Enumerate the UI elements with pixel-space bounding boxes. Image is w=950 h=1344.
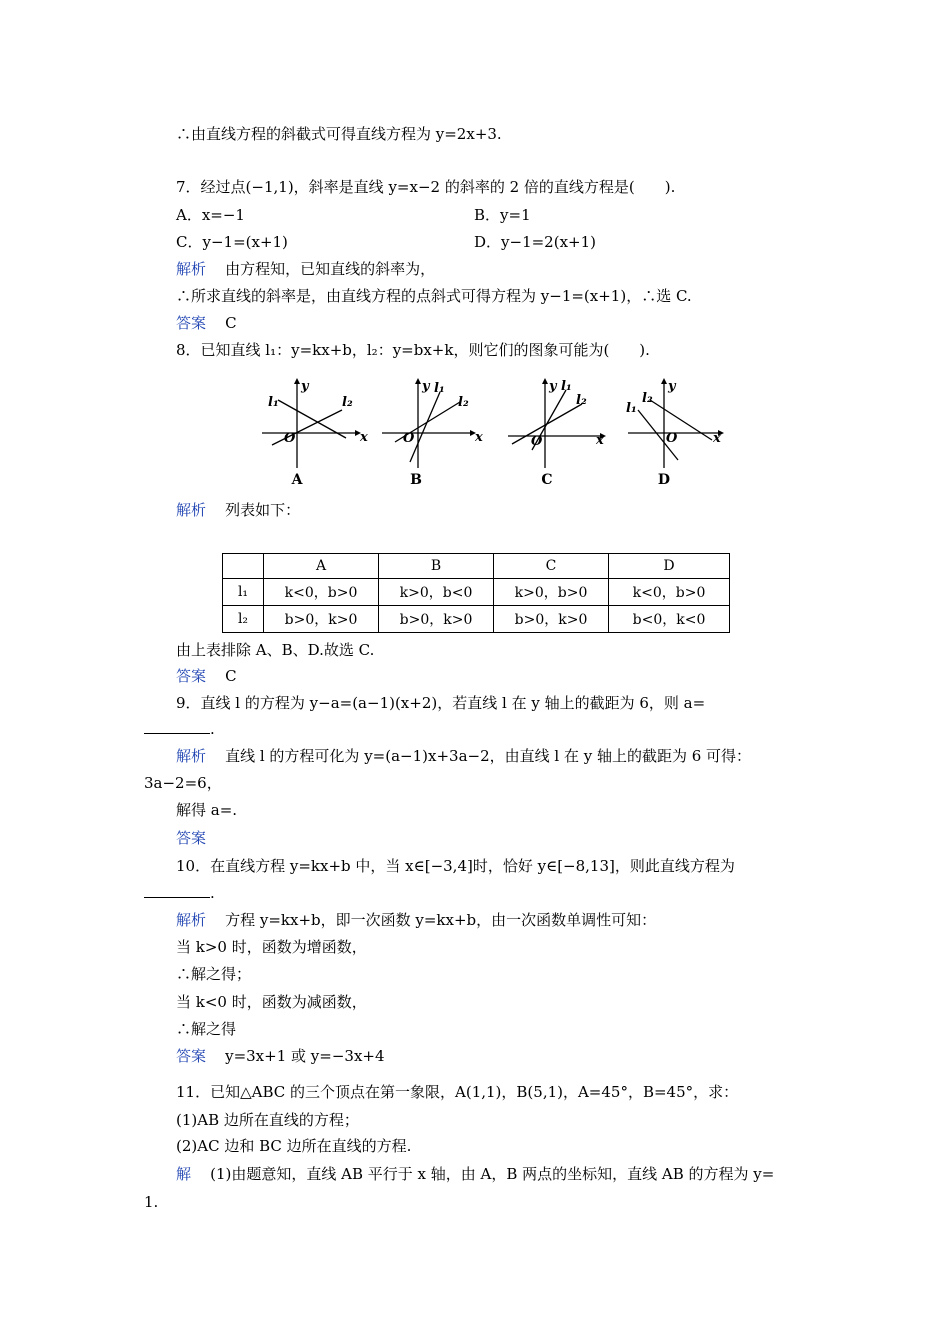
q11-part-1: (1)AB 边所在直线的方程；	[176, 1111, 359, 1129]
q7-analysis-2: ∴所求直线的斜率是，由直线方程的点斜式可得方程为 y−1=(x+1)，∴选 C.	[176, 287, 692, 305]
q9-answer-label: 答案	[176, 829, 207, 847]
answer-label: 答案	[176, 667, 207, 685]
table-cell: k>0，b>0	[494, 579, 609, 606]
table-cell: k>0，b<0	[379, 579, 494, 606]
table-cell: k<0，b>0	[264, 579, 379, 606]
q10-analysis-3: ∴解之得；	[176, 965, 252, 983]
table-cell: b<0，k<0	[609, 606, 730, 633]
q7-option-a: A．x=−1	[176, 206, 245, 224]
line-q6-conclusion: ∴由直线方程的斜截式可得直线方程为 y=2x+3.	[176, 125, 502, 143]
answer-blank	[144, 719, 210, 734]
solution-label: 解	[176, 1165, 192, 1183]
q10-analysis-2: 当 k>0 时，函数为增函数，	[176, 938, 367, 956]
table-cell: A	[264, 554, 379, 579]
analysis-label: 解析	[176, 911, 207, 929]
q11-solution	[176, 1164, 774, 1184]
analysis-label: 解析	[176, 501, 207, 519]
table-cell	[223, 554, 264, 579]
q10-answer	[176, 1046, 385, 1066]
graph-b-origin: O	[403, 431, 415, 446]
graph-d-caption: D	[657, 472, 671, 488]
q7-option-b: B．y=1	[474, 206, 531, 224]
q9-analysis-2: 3a−2=6，	[144, 774, 222, 792]
q10-analysis-5: ∴解之得	[176, 1020, 237, 1038]
graph-c-caption: C	[541, 472, 553, 488]
graph-a-y-label: y	[301, 379, 309, 394]
graph-d-x-label: x	[713, 431, 721, 446]
q8-table	[222, 553, 730, 633]
table-cell: D	[609, 554, 730, 579]
table-row	[223, 606, 730, 633]
q10-analysis	[176, 910, 656, 930]
q9-analysis	[176, 746, 751, 766]
table-header-row	[223, 554, 730, 579]
graph-a-origin: O	[284, 431, 296, 446]
table-cell: k<0，b>0	[609, 579, 730, 606]
graph-c-l1: l₁	[561, 379, 572, 394]
graph-d-l2: l₂	[642, 391, 653, 406]
graph-c-y-label: y	[549, 379, 557, 394]
q7-option-d: D．y−1=2(x+1)	[474, 233, 596, 251]
graph-c-origin: O	[531, 434, 543, 449]
analysis-label: 解析	[176, 260, 207, 278]
q7-analysis	[176, 259, 435, 279]
graph-d-l1: l₁	[626, 401, 637, 416]
answer-label: 答案	[176, 314, 207, 332]
q9-blank: .	[144, 719, 215, 739]
answer-label: 答案	[176, 1047, 207, 1065]
analysis-label: 解析	[176, 747, 207, 765]
question-8: 8．已知直线 l₁：y=kx+b，l₂：y=bx+k，则它们的图象可能为( ).	[176, 341, 650, 359]
question-7: 7．经过点(−1,1)，斜率是直线 y=x−2 的斜率的 2 倍的直线方程是( ).	[176, 178, 676, 196]
question-10: 10．在直线方程 y=kx+b 中，当 x∈[−3,4]时，恰好 y∈[−8,13]，则此直线方程为	[176, 857, 735, 875]
graph-b-l2: l₂	[458, 395, 469, 410]
analysis-text: 直线 l 的方程可化为 y=(a−1)x+3a−2，由直线 l 在 y 轴上的截距为 6 可得：	[225, 747, 752, 765]
graph-d-origin: O	[666, 431, 678, 446]
question-9: 9．直线 l 的方程为 y−a=(a−1)(x+2)，若直线 l 在 y 轴上的截距为 6，则 a=	[176, 694, 706, 712]
answer-value: C	[225, 667, 237, 685]
graph-b-x-label: x	[475, 430, 483, 445]
q7-option-c: C．y−1=(x+1)	[176, 233, 288, 251]
question-11: 11．已知△ABC 的三个顶点在第一象限，A(1,1)，B(5,1)，A=45°，B=45°，求：	[176, 1083, 739, 1101]
graph-c-l2: l₂	[576, 393, 587, 408]
q7-answer	[176, 313, 237, 333]
answer-blank	[144, 883, 210, 898]
analysis-text: 列表如下：	[225, 501, 301, 519]
q8-analysis	[176, 500, 300, 520]
analysis-text: 方程 y=kx+b，即一次函数 y=kx+b，由一次函数单调性可知：	[225, 911, 657, 929]
table-cell: l₂	[223, 606, 264, 633]
table-row	[223, 579, 730, 606]
q9-analysis-3: 解得 a=.	[176, 801, 238, 819]
q11-part-2: (2)AC 边和 BC 边所在直线的方程.	[176, 1137, 412, 1155]
graph-c-x-label: x	[596, 433, 604, 448]
graph-a-l2: l₂	[342, 395, 353, 410]
q10-analysis-4: 当 k<0 时，函数为减函数，	[176, 993, 367, 1011]
graph-b-l1: l₁	[434, 381, 445, 396]
table-cell: C	[494, 554, 609, 579]
graph-a-x-label: x	[360, 430, 368, 445]
table-cell: b>0，k>0	[379, 606, 494, 633]
q11-solution-2: 1.	[144, 1193, 159, 1211]
table-cell: B	[379, 554, 494, 579]
answer-value: C	[225, 314, 237, 332]
graph-b-y-label: y	[422, 379, 430, 394]
analysis-text: 由方程知，已知直线的斜率为，	[225, 260, 436, 278]
q8-graphs	[250, 372, 730, 492]
graph-b-caption: B	[410, 472, 422, 488]
graph-a-l1: l₁	[268, 395, 279, 410]
q8-after-table: 由上表排除 A、B、D.故选 C.	[176, 641, 375, 659]
solution-text: (1)由题意知，直线 AB 平行于 x 轴，由 A，B 两点的坐标知，直线 AB 的方程为 y=	[210, 1165, 775, 1183]
q8-answer	[176, 666, 237, 686]
q10-blank: .	[144, 883, 215, 903]
table-cell: l₁	[223, 579, 264, 606]
graph-a-caption: A	[291, 472, 303, 488]
answer-value: y=3x+1 或 y=−3x+4	[225, 1047, 385, 1065]
table-cell: b>0，k>0	[494, 606, 609, 633]
graph-d-y-label: y	[668, 379, 676, 394]
table-cell: b>0，k>0	[264, 606, 379, 633]
